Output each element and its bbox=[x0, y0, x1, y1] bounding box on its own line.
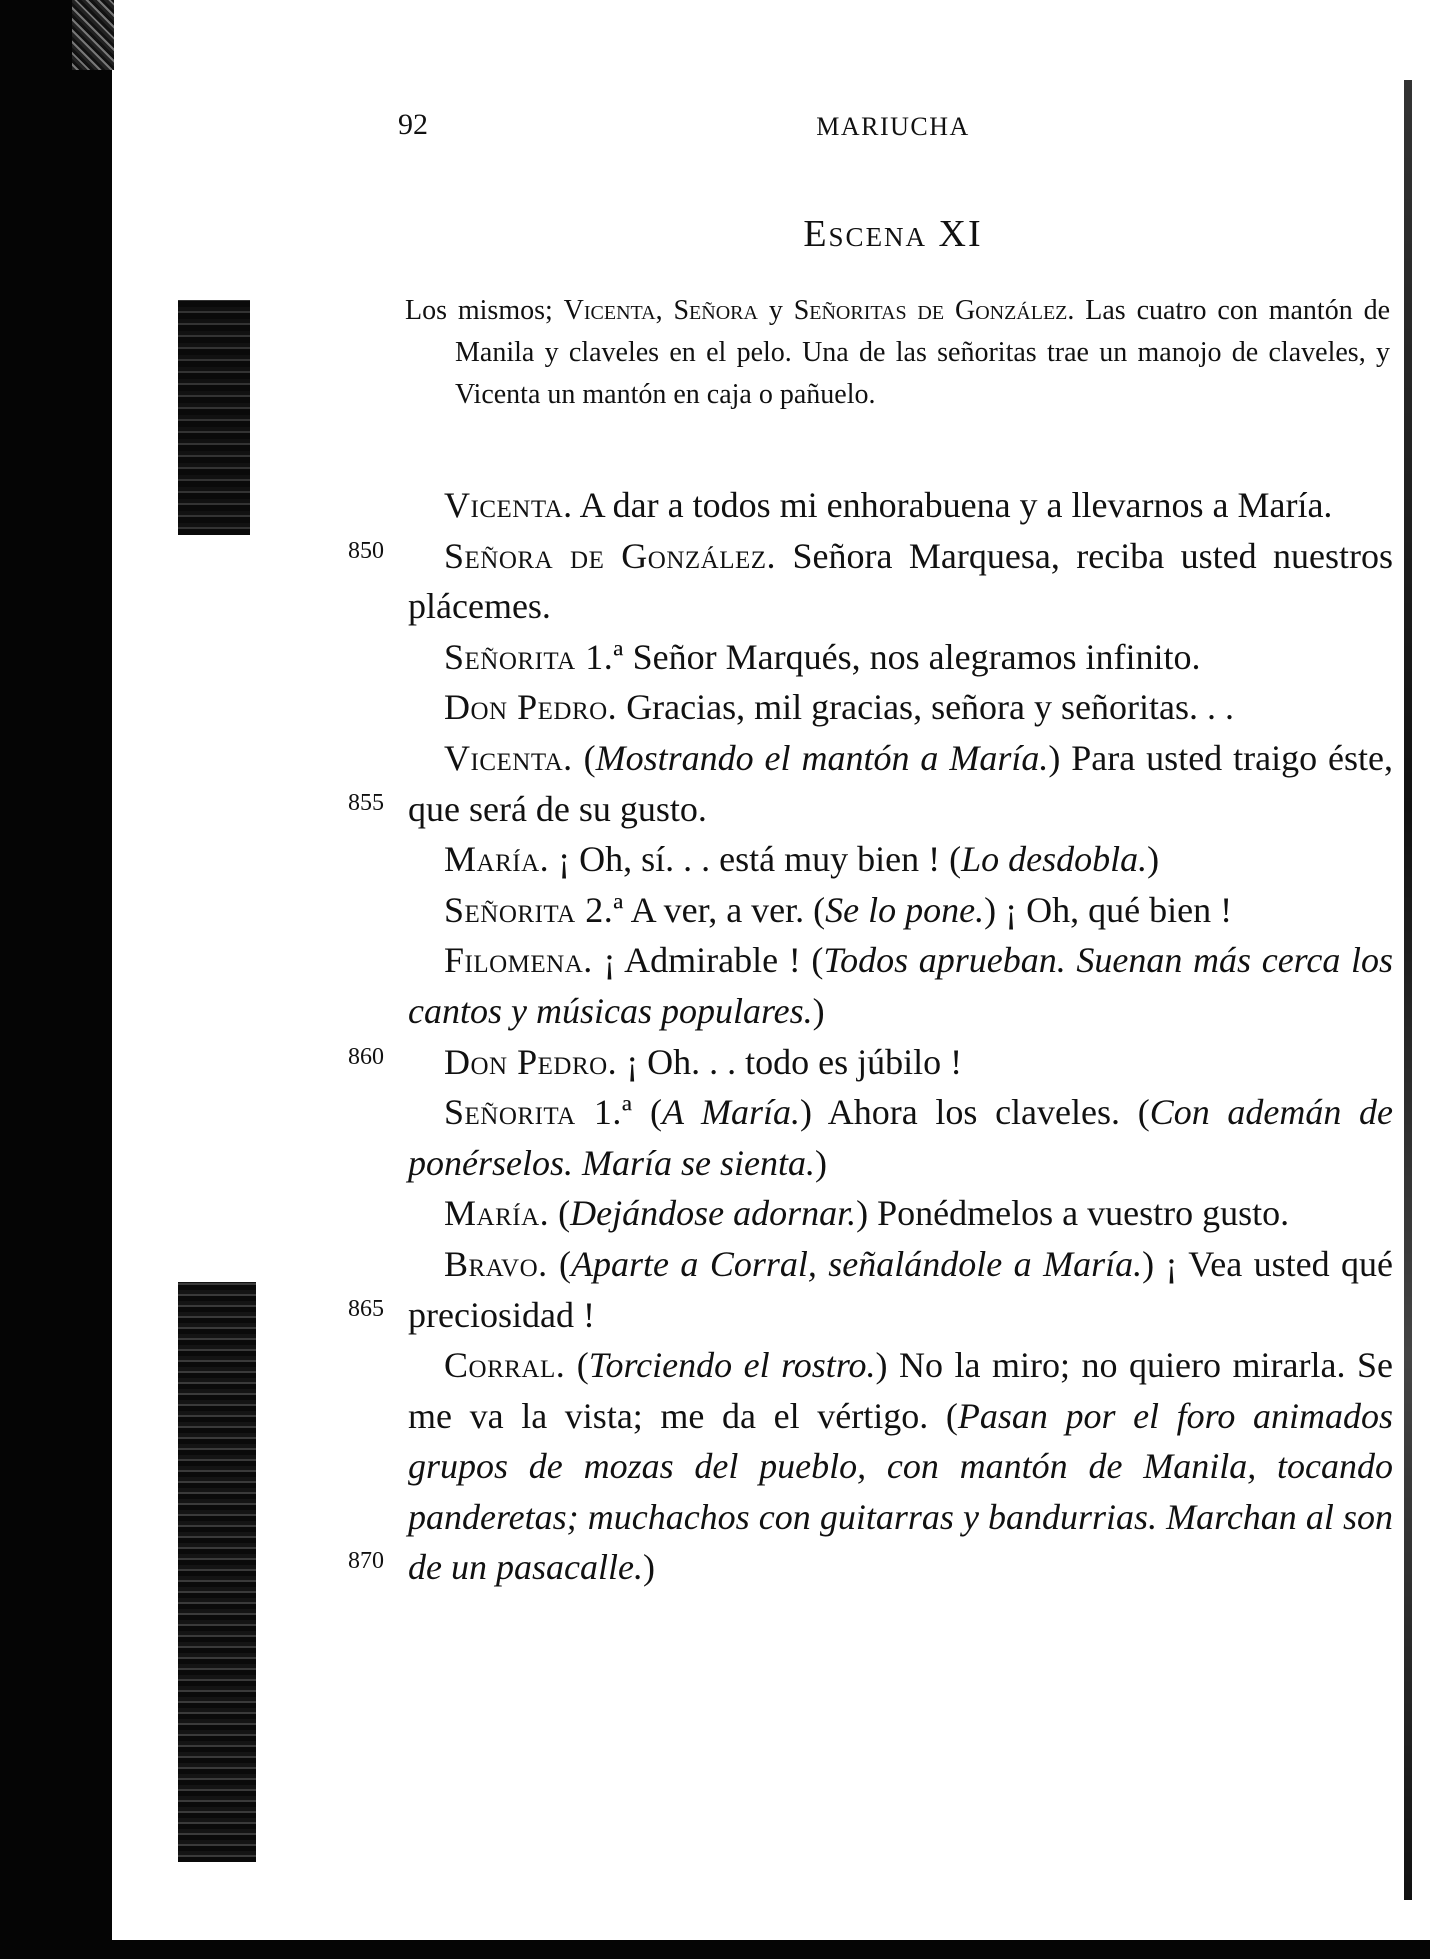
stage-direction: Aparte a Corral, señalándole a María. bbox=[571, 1243, 1143, 1284]
speaker-name: Señorita 2.ª bbox=[444, 889, 624, 930]
speaker-name: Señorita 1.ª bbox=[444, 636, 624, 677]
speech-text: ¡ Admirable ! bbox=[592, 940, 812, 981]
speech bbox=[408, 1037, 1393, 1088]
intro-characters: Vicenta, Señora bbox=[563, 295, 758, 326]
speaker-name: Vicenta. bbox=[444, 737, 573, 778]
speech: María. (Dejándose adornar.) Ponédmelos a vuestro gusto. bbox=[444, 1193, 1290, 1234]
line-number: 855 bbox=[348, 790, 384, 816]
speech: Bravo. (Aparte a Corral, señalándole a María.) ¡ Vea usted qué preciosidad ! bbox=[408, 1243, 1393, 1335]
stage-direction: Lo desdobla. bbox=[961, 839, 1148, 880]
running-title: MARIUCHA bbox=[816, 112, 970, 141]
speech: Señorita 2.ª A ver, a ver. (Se lo pone.) ¡ Oh, qué bien ! bbox=[444, 889, 1233, 930]
speech: Filomena. ¡ Admirable ! (Todos aprueban. Suenan más cerca los cantos y músicas populares.) bbox=[408, 940, 1393, 1031]
speech bbox=[408, 531, 1393, 632]
intro-text: Los mismos; bbox=[405, 295, 564, 326]
speaker-name: Corral. bbox=[444, 1345, 566, 1386]
speech-text: A ver, a ver. bbox=[623, 889, 814, 930]
stage-direction: Dejándose adornar. bbox=[570, 1193, 857, 1234]
line-number: 860 bbox=[348, 1044, 384, 1070]
scene-heading: Escena XI bbox=[803, 213, 983, 255]
speech-text: Gracias, mil gracias, señora y señoritas. . . bbox=[617, 687, 1234, 728]
speech: Señorita 1.ª (A María.) Ahora los claveles. (Con ademán de ponérselos. María se sienta.) bbox=[408, 1092, 1394, 1183]
speech-text: Para usted traigo éste, que será de su gusto. bbox=[408, 737, 1393, 829]
running-head bbox=[398, 108, 1388, 148]
speech-text: No la miro; no quiero mirarla. Se me va la vista; me da el vértigo. bbox=[408, 1345, 1393, 1436]
speaker-name: Bravo. bbox=[444, 1243, 548, 1284]
scene-stage-direction bbox=[405, 290, 1390, 416]
stage-direction: Torciendo el rostro. bbox=[588, 1345, 876, 1386]
intro-text: . Las cuatro con mantón de Manila y claveles en el pelo. Una de las señoritas trae un manojo de claveles, y Vicenta un mantón en caja o pañuelo. bbox=[455, 295, 1390, 410]
speech: Vicenta. (Mostrando el mantón a María.) Para usted traigo éste, que será de su gusto. bbox=[408, 737, 1393, 829]
speaker-name: Don Pedro. bbox=[444, 687, 618, 728]
speaker-name: Señora de González. bbox=[444, 535, 777, 576]
dialogue bbox=[408, 480, 1393, 1593]
stage-direction: Con ademán de ponérselos. María se sienta. bbox=[408, 1092, 1394, 1183]
speech-text: ¡ Oh, qué bien ! bbox=[996, 889, 1233, 930]
speech-text: Ponédmelos a vuestro gusto. bbox=[868, 1193, 1290, 1234]
stage-direction: Mostrando el mantón a María. bbox=[595, 737, 1049, 778]
speech bbox=[408, 632, 1393, 683]
stage-direction: A María. bbox=[662, 1092, 801, 1133]
speech-text: Señor Marqués, nos alegramos infinito. bbox=[623, 636, 1201, 677]
speaker-name: Filomena. bbox=[444, 940, 593, 981]
stage-direction: Pasan por el foro animados grupos de mozas del pueblo, con mantón de Manila, tocando panderetas; muchachos con guitarras y bandurrias. Marchan al son de un pasacalle. bbox=[408, 1395, 1393, 1588]
speaker-name: Señorita 1.ª bbox=[444, 1092, 633, 1133]
speech-text: A dar a todos mi enhorabuena y a llevarnos a María. bbox=[572, 485, 1333, 525]
speech bbox=[408, 682, 1393, 733]
speech: Corral. (Torciendo el rostro.) No la miro; no quiero mirarla. Se me va la vista; me da el vértigo. (Pasan por el foro animados grupos de mozas del pueblo, con mantón de Manila, tocando panderetas; muchachos con guitarras y bandurrias. Marchan al son de un pasacalle.) bbox=[408, 1345, 1393, 1588]
speaker-name: Vicenta. bbox=[444, 485, 573, 525]
stage-direction: Todos aprueban. Suenan más cerca los cantos y músicas populares. bbox=[408, 940, 1393, 1031]
intro-characters: Señoritas de González bbox=[793, 295, 1068, 326]
speaker-name: María. bbox=[444, 839, 550, 880]
line-number: 850 bbox=[348, 538, 384, 564]
speech bbox=[408, 480, 1393, 531]
speech-text: ¡ Vea usted qué preciosidad ! bbox=[408, 1243, 1393, 1335]
intro-text: y bbox=[757, 295, 794, 326]
speech-text: Ahora los claveles. bbox=[812, 1092, 1138, 1133]
speech: María. ¡ Oh, sí. . . está muy bien ! (Lo desdobla.) bbox=[444, 839, 1160, 880]
line-number: 865 bbox=[348, 1296, 384, 1322]
line-number: 870 bbox=[348, 1548, 384, 1574]
page-number: 92 bbox=[398, 108, 428, 141]
speech-text: ¡ Oh, sí. . . está muy bien ! bbox=[549, 839, 950, 880]
stage-direction: Se lo pone. bbox=[825, 889, 985, 930]
speech-text: Señora Marquesa, reciba usted nuestros plácemes. bbox=[408, 535, 1393, 627]
speaker-name: Don Pedro. bbox=[444, 1041, 618, 1082]
speech-text: ¡ Oh. . . todo es júbilo ! bbox=[617, 1041, 963, 1082]
speaker-name: María. bbox=[444, 1193, 550, 1234]
